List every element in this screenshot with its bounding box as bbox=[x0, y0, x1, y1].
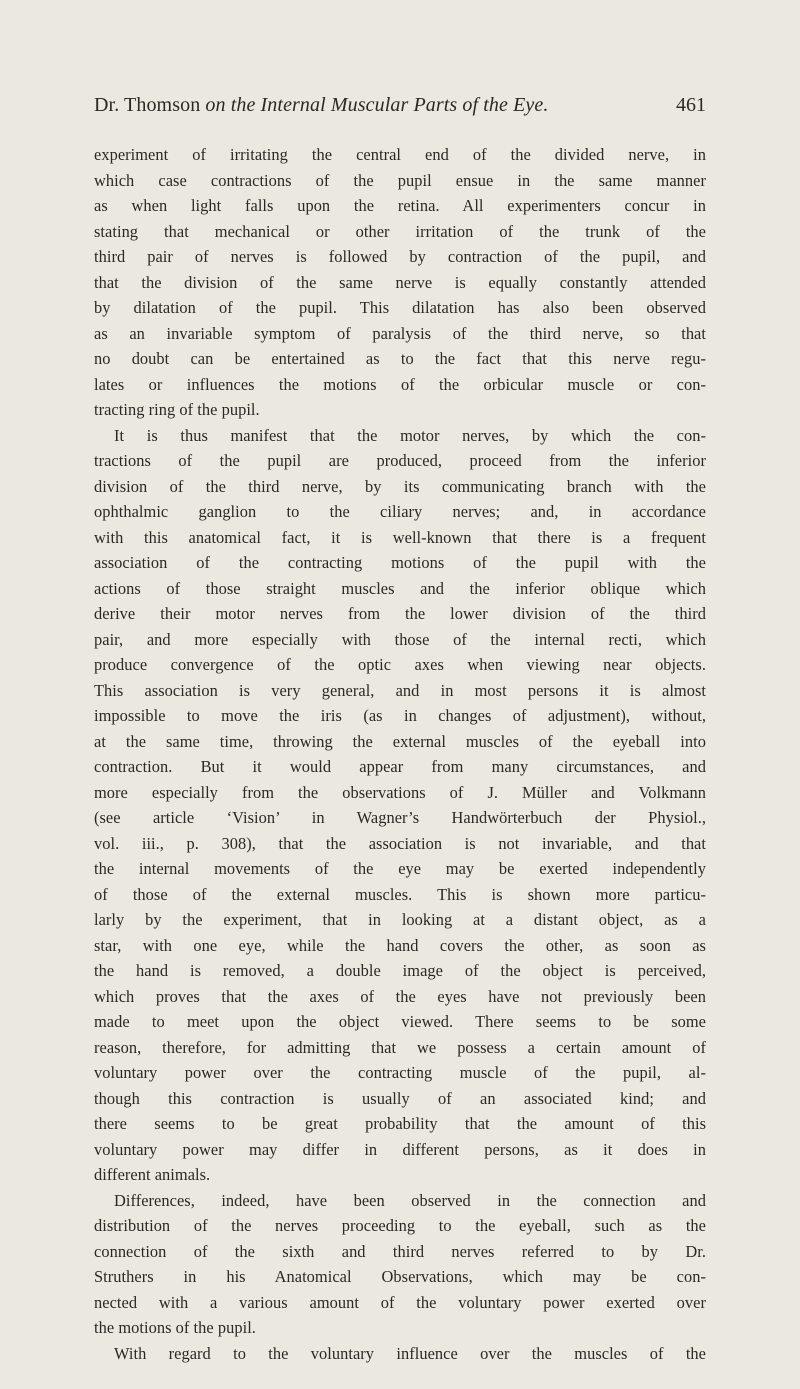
text-line: there seems to be great probability that the amount of this bbox=[94, 1114, 706, 1133]
text-line: reason, therefore, for admitting that we possess a certain amount of bbox=[94, 1037, 706, 1057]
text-line: connection of the sixth and third nerves referred to by Dr. bbox=[94, 1241, 706, 1261]
text-line: though this contraction is usually of an associated kind; and bbox=[94, 1088, 706, 1108]
text-line: as an invariable symptom of paralysis of the third nerve, so that bbox=[94, 323, 706, 343]
text-line: more especially from the observations of J. Müller and Volkmann bbox=[94, 782, 706, 802]
text-line: which case contractions of the pupil ensue in the same manner bbox=[94, 170, 706, 190]
text-line: that the division of the same nerve is equally constantly attended bbox=[94, 272, 706, 292]
text-line: by dilatation of the pupil. This dilatation has also been observed bbox=[94, 298, 706, 317]
text-line: different animals. bbox=[94, 1165, 211, 1184]
text-line: division of the third nerve, by its communicating branch with the bbox=[94, 476, 706, 496]
text-line: with this anatomical fact, it is well-known that there is a frequent bbox=[94, 527, 706, 547]
text-line: the internal movements of the eye may be exerted independently bbox=[94, 859, 706, 878]
text-line: the motions of the pupil. bbox=[94, 1318, 256, 1337]
text-line: contraction. But it would appear from many circumstances, and bbox=[94, 757, 706, 776]
text-line: stating that mechanical or other irritation of the trunk of the bbox=[94, 221, 706, 241]
text-line: It is thus manifest that the motor nerves, by which the con- bbox=[114, 425, 706, 445]
text-line: lates or influences the motions of the orbicular muscle or con- bbox=[94, 374, 706, 394]
text-line: made to meet upon the object viewed. There seems to be some bbox=[94, 1012, 706, 1031]
title-italic-subject: the Internal Muscular Parts of the Eye. bbox=[230, 94, 549, 116]
text-line: vol. iii., p. 308), that the association is not invariable, and that bbox=[94, 833, 706, 853]
text-line: star, with one eye, while the hand covers the other, as soon as bbox=[94, 935, 706, 955]
text-line: at the same time, throwing the external muscles of the eyeball into bbox=[94, 731, 706, 751]
text-line: of those of the external muscles. This is shown more particu- bbox=[94, 884, 706, 904]
text-line: nected with a various amount of the voluntary power exerted over bbox=[94, 1292, 706, 1312]
text-line: ophthalmic ganglion to the ciliary nerves; and, in accordance bbox=[94, 502, 706, 521]
text-line: derive their motor nerves from the lower division of the third bbox=[94, 604, 706, 623]
text-line: larly by the experiment, that in looking at a distant object, as a bbox=[94, 910, 706, 929]
text-line: tracting ring of the pupil. bbox=[94, 400, 260, 419]
text-line: as when light falls upon the retina. All experimenters concur in bbox=[94, 196, 706, 215]
running-head-title bbox=[94, 94, 548, 117]
text-line: actions of those straight muscles and the inferior oblique which bbox=[94, 578, 706, 598]
body-text bbox=[94, 142, 706, 1366]
text-line: impossible to move the iris (as in changes of adjustment), without, bbox=[94, 706, 706, 725]
text-line: With regard to the voluntary influence over the muscles of the bbox=[114, 1343, 706, 1363]
text-line: the hand is removed, a double image of the object is perceived, bbox=[94, 961, 706, 980]
text-line: distribution of the nerves proceeding to the eyeball, such as the bbox=[94, 1216, 706, 1235]
title-italic-on: on bbox=[205, 94, 226, 116]
text-line: pair, and more especially with those of the internal recti, which bbox=[94, 629, 706, 649]
text-line: voluntary power over the contracting muscle of the pupil, al- bbox=[94, 1063, 706, 1082]
text-line: produce convergence of the optic axes when viewing near objects. bbox=[94, 655, 706, 674]
text-line: (see article ‘Vision’ in Wagner’s Handwörterbuch der Physiol., bbox=[94, 808, 706, 827]
text-line: This association is very general, and in most persons it is almost bbox=[94, 680, 706, 700]
page-number: 461 bbox=[676, 94, 706, 116]
text-line: third pair of nerves is followed by contraction of the pupil, and bbox=[94, 247, 706, 266]
text-line: association of the contracting motions of the pupil with the bbox=[94, 553, 706, 572]
running-head bbox=[94, 94, 706, 124]
text-line: no doubt can be entertained as to the fact that this nerve regu- bbox=[94, 349, 706, 368]
text-line: Struthers in his Anatomical Observations, which may be con- bbox=[94, 1267, 706, 1286]
text-line: experiment of irritating the central end of the divided nerve, in bbox=[94, 145, 706, 164]
text-line: tractions of the pupil are produced, proceed from the inferior bbox=[94, 451, 706, 470]
title-prefix: Dr. Thomson bbox=[94, 94, 206, 116]
text-line: Differences, indeed, have been observed in the connection and bbox=[114, 1190, 706, 1210]
text-line: voluntary power may differ in different persons, as it does in bbox=[94, 1139, 706, 1159]
text-line: which proves that the axes of the eyes have not previously been bbox=[94, 986, 706, 1006]
